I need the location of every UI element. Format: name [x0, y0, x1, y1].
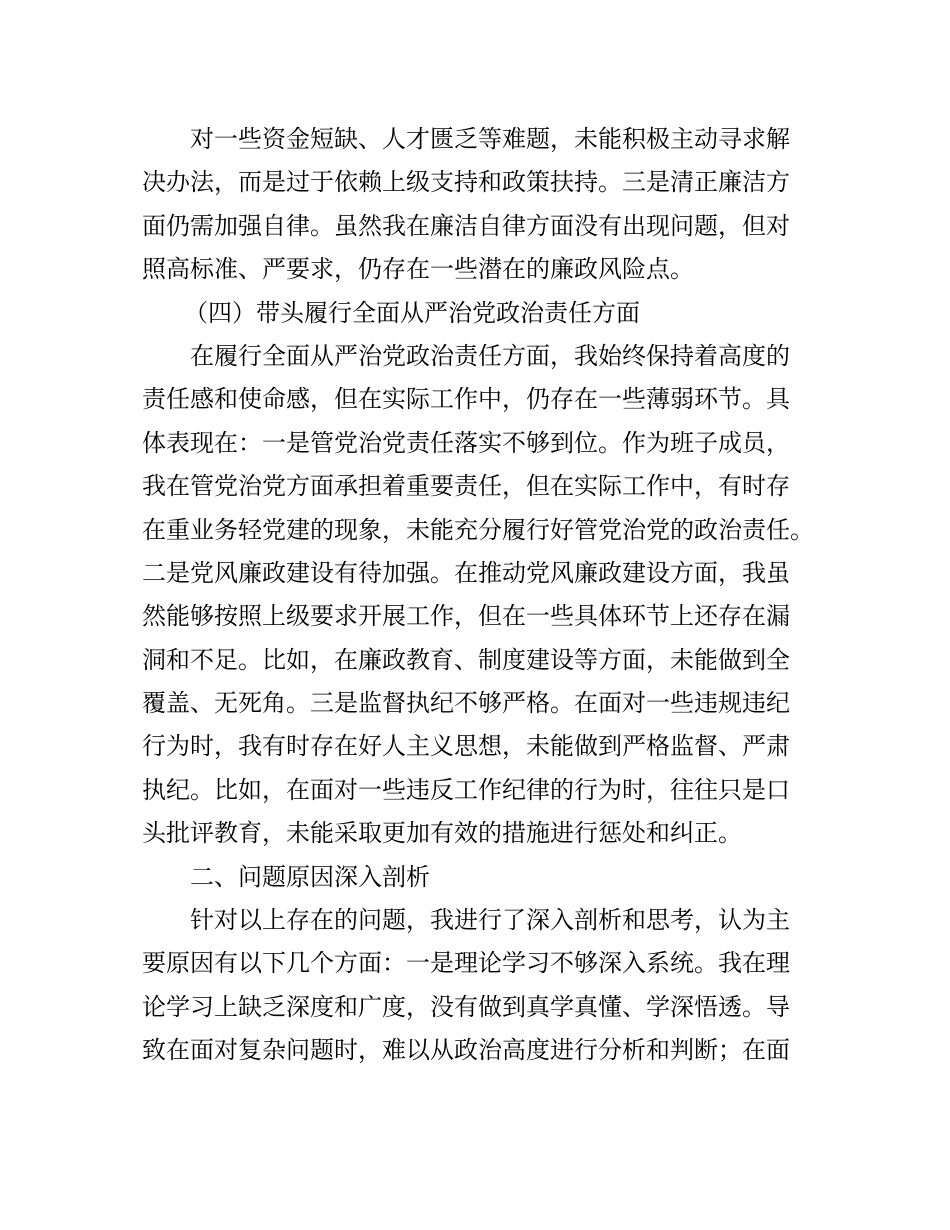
paragraph-line: 执纪。比如，在面对一些违反工作纪律的行为时，往往只是口: [142, 775, 790, 804]
paragraph-line: 体表现在：一是管党治党责任落实不够到位。作为班子成员，: [142, 428, 790, 457]
paragraph-line: 论学习上缺乏深度和广度，没有做到真学真懂、学深悟透。导: [142, 992, 790, 1021]
paragraph-line: 在重业务轻党建的现象，未能充分履行好管党治党的政治责任。: [142, 515, 814, 544]
paragraph-line: 针对以上存在的问题，我进行了深入剖析和思考，认为主: [190, 906, 790, 935]
section-heading: 二、问题原因深入剖析: [190, 862, 430, 891]
paragraph-line: 对一些资金短缺、人才匮乏等难题，未能积极主动寻求解: [190, 125, 790, 153]
paragraph-line: 照高标准、严要求，仍存在一些潜在的廉政风险点。: [142, 255, 694, 284]
paragraph-line: 责任感和使命感，但在实际工作中，仍存在一些薄弱环节。具: [142, 385, 790, 414]
document-body: [142, 118, 822, 1073]
paragraph-line: 决办法，而是过于依赖上级支持和政策扶持。三是清正廉洁方: [142, 168, 790, 197]
paragraph-line: 我在管党治党方面承担着重要责任，但在实际工作中，有时存: [142, 472, 790, 501]
paragraph-line: 致在面对复杂问题时，难以从政治高度进行分析和判断；在面: [142, 1036, 790, 1065]
paragraph-line: 头批评教育，未能采取更加有效的措施进行惩处和纠正。: [142, 819, 742, 848]
paragraph-line: 要原因有以下几个方面：一是理论学习不够深入系统。我在理: [142, 949, 790, 978]
paragraph-line: 行为时，我有时存在好人主义思想，未能做到严格监督、严肃: [142, 732, 790, 761]
paragraph-line: 覆盖、无死角。三是监督执纪不够严格。在面对一些违规违纪: [142, 689, 790, 718]
paragraph-line: 面仍需加强自律。虽然我在廉洁自律方面没有出现问题，但对: [142, 211, 790, 240]
paragraph-line: 洞和不足。比如，在廉政教育、制度建设等方面，未能做到全: [142, 645, 790, 674]
paragraph-line: 二是党风廉政建设有待加强。在推动党风廉政建设方面，我虽: [142, 558, 790, 587]
paragraph-line: 然能够按照上级要求开展工作，但在一些具体环节上还存在漏: [142, 602, 790, 631]
paragraph-line: 在履行全面从严治党政治责任方面，我始终保持着高度的: [190, 341, 790, 370]
section-heading: （四）带头履行全面从严治党政治责任方面: [184, 298, 640, 327]
